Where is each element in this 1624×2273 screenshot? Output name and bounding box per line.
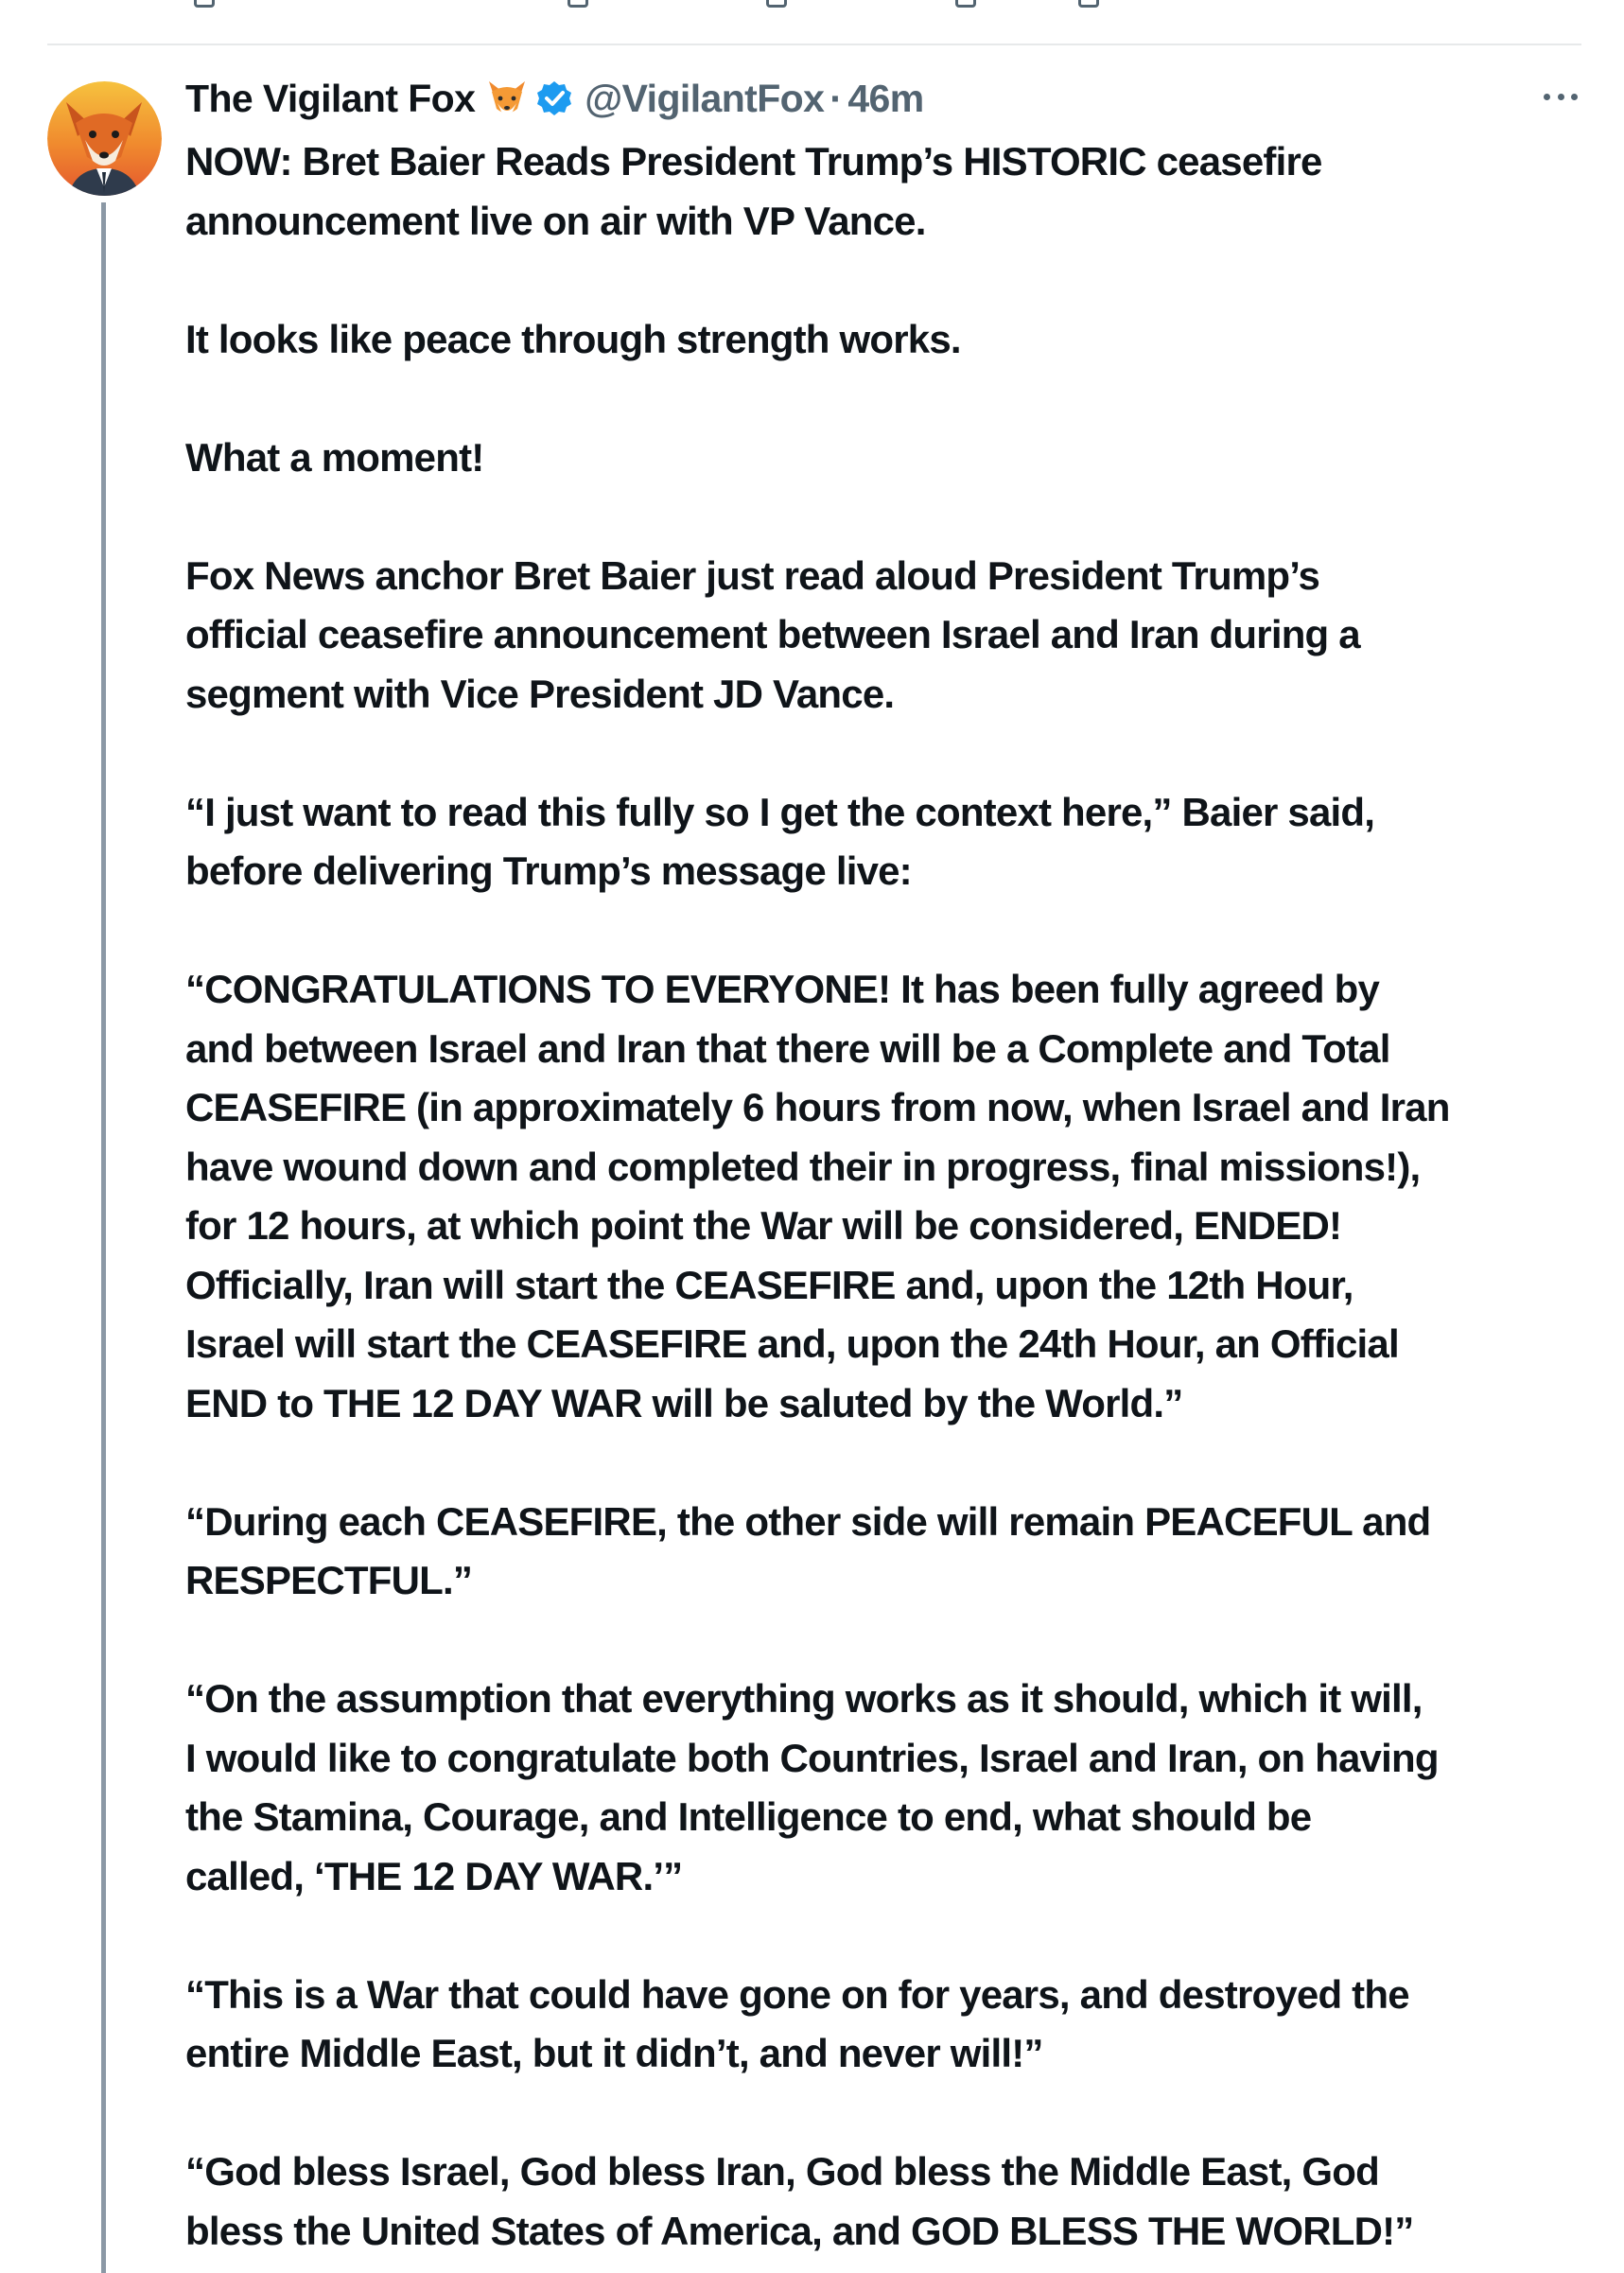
repost-icon[interactable]	[568, 0, 588, 8]
fox-avatar-image	[47, 81, 162, 196]
tweet-text-line: Officially, Iran will start the CEASEFIRE and, upon the 12th Hour,	[185, 1262, 1353, 1307]
tweet-text-line: for 12 hours, at which point the War will be considered, ENDED!	[185, 1203, 1342, 1248]
verified-badge-icon[interactable]	[535, 79, 573, 117]
tweet-text-line: “I just want to read this fully so I get the context here,” Baier said,	[185, 789, 1375, 834]
reply-icon[interactable]	[194, 0, 215, 8]
tweet-text-line: It looks like peace through strength works.	[185, 316, 961, 361]
previous-tweet-action-bar	[0, 0, 1624, 13]
views-icon[interactable]	[766, 0, 787, 8]
tweet-text-line: CEASEFIRE (in approximately 6 hours from now, when Israel and Iran	[185, 1085, 1450, 1129]
tweet-paragraph	[185, 132, 1595, 251]
tweet-text-line: “CONGRATULATIONS TO EVERYONE! It has been fully agreed by	[185, 967, 1380, 1011]
tweet-paragraph	[185, 310, 1595, 370]
tweet-paragraph	[185, 547, 1595, 725]
tweet-paragraph	[185, 960, 1595, 1433]
tweet-text-line: announcement live on air with VP Vance.	[185, 198, 926, 243]
tweet-text-line: Israel will start the CEASEFIRE and, upon the 24th Hour, an Official	[185, 1321, 1399, 1366]
tweet-text-line: “This is a War that could have gone on for years, and destroyed the	[185, 1971, 1409, 2017]
header-separator: ·	[829, 76, 843, 120]
tweet-paragraph	[185, 1966, 1595, 2084]
tweet-text-line: entire Middle East, but it didn’t, and never will!”	[185, 2031, 1043, 2075]
tweet-text-line: “God bless Israel, God bless Iran, God bless the Middle East, God	[185, 2149, 1379, 2194]
tweet-text-line: bless the United States of America, and GOD BLESS THE WORLD!”	[185, 2208, 1414, 2253]
tweet-text-line: NOW: Bret Baier Reads President Trump’s HISTORIC ceasefire	[185, 139, 1322, 184]
fox-emoji-icon	[486, 79, 528, 118]
tweet-paragraph	[185, 1670, 1595, 1906]
tweet-text-line: “During each CEASEFIRE, the other side will remain PEACEFUL and	[185, 1498, 1431, 1544]
tweet-text	[185, 132, 1595, 2273]
more-horizontal-icon	[1544, 94, 1550, 100]
more-options-button[interactable]	[1544, 85, 1578, 108]
tweet-header	[185, 72, 924, 125]
tweet-text-line: END to THE 12 DAY WAR will be saluted by the World.”	[185, 1380, 1183, 1425]
tweet-text-line: official ceasefire announcement between Israel and Iran during a	[185, 612, 1360, 656]
tweet-text-line: segment with Vice President JD Vance.	[185, 671, 895, 716]
tweet-timestamp[interactable]: 46m	[847, 76, 924, 120]
tweet-text-line: before delivering Trump’s message live:	[185, 848, 912, 893]
tweet-text-line: the Stamina, Courage, and Intelligence to end, what should be	[185, 1794, 1312, 1839]
tweet-paragraph	[185, 428, 1595, 488]
author-handle[interactable]: @VigilantFox	[585, 76, 825, 120]
tweet-text-line: and between Israel and Iran that there will be a Complete and Total	[185, 1025, 1390, 1071]
tweet-text-line: “On the assumption that everything works as it should, which it will,	[185, 1676, 1423, 1721]
tweet-text-line: Fox News anchor Bret Baier just read aloud President Trump’s	[185, 552, 1320, 598]
tweet-text-line: RESPECTFUL.”	[185, 1558, 473, 1602]
avatar[interactable]	[47, 81, 162, 196]
like-icon[interactable]	[955, 0, 976, 8]
tweet-text-line: What a moment!	[185, 434, 484, 480]
tweet-paragraph	[185, 1493, 1595, 1611]
tweet-text-line: called, ‘THE 12 DAY WAR.’”	[185, 1853, 683, 1898]
thread-connector-line	[101, 202, 106, 2273]
bookmark-icon[interactable]	[1078, 0, 1099, 8]
tweet-text-line: I would like to congratulate both Countries, Israel and Iran, on having	[185, 1735, 1439, 1780]
tweet-paragraph	[185, 783, 1595, 901]
tweet-paragraph	[185, 2142, 1595, 2261]
author-display-name[interactable]: The Vigilant Fox	[185, 76, 476, 120]
tweet-text-line: have wound down and completed their in progress, final missions!),	[185, 1144, 1421, 1189]
tweet-divider	[47, 44, 1581, 45]
